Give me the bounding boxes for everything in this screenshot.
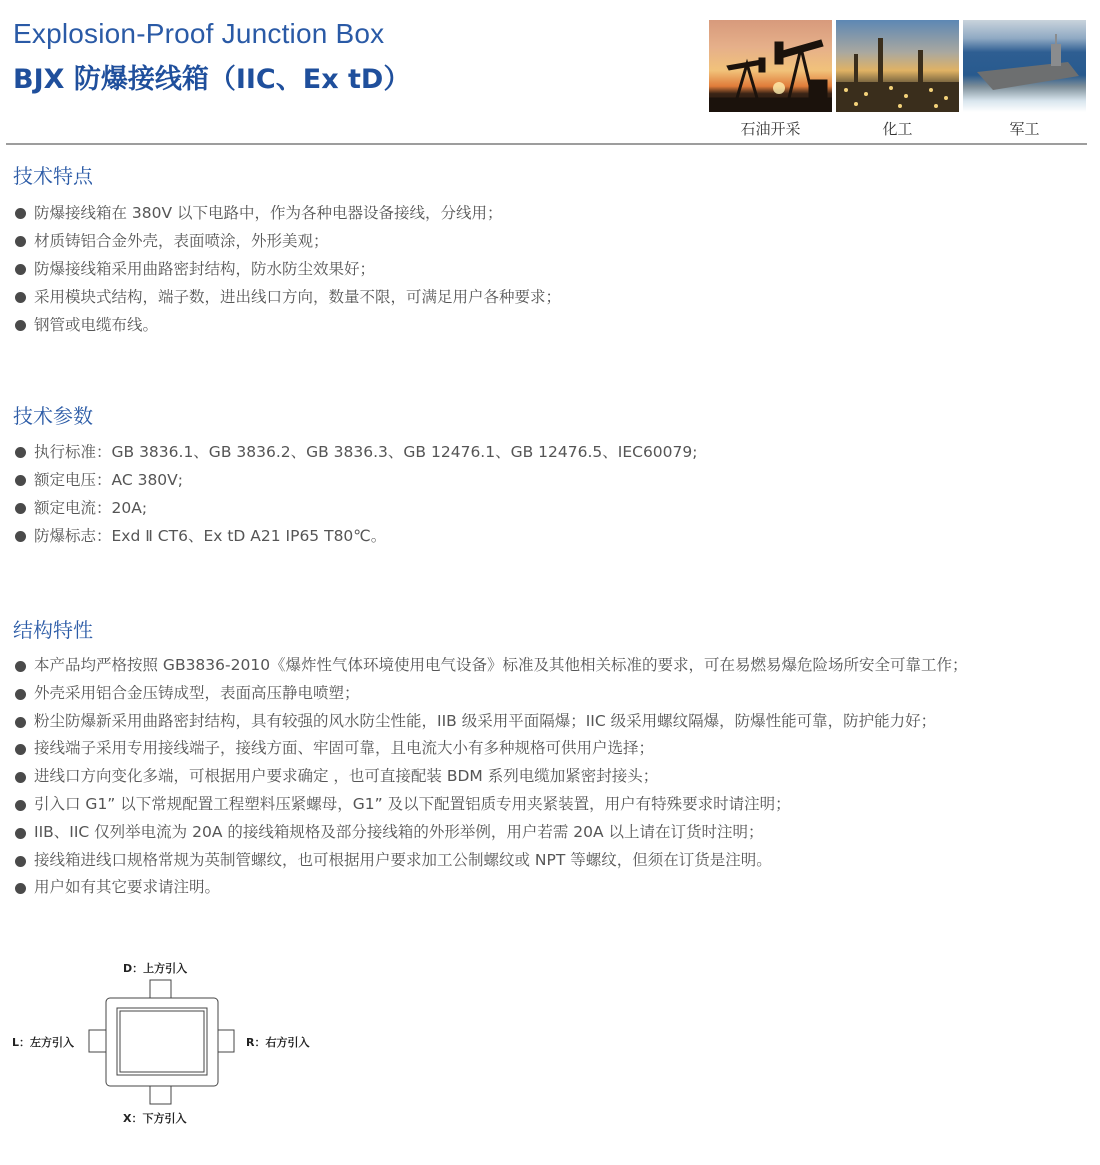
list-item: 进线口方向变化多端，可根据用户要求确定 ，也可直接配装 BDM 系列电缆加紧密封接头；	[14, 763, 968, 791]
section-title-parameters: 技术参数	[13, 404, 93, 428]
label-top-entry: D：上方引入	[123, 962, 188, 975]
list-item: 本产品均严格按照 GB3836-2010《爆炸性气体环境使用电气设备》标准及其他相关标准的要求，可在易燃易爆危险场所安全可靠工作；	[14, 652, 968, 680]
list-item: 外壳采用铝合金压铸成型，表面高压静电喷塑；	[14, 680, 968, 708]
parameters-list	[14, 438, 697, 550]
list-item: 钢管或电缆布线。	[14, 311, 561, 339]
list-item: 接线端子采用专用接线端子，接线方面、牢固可靠，且电流大小有多种规格可供用户选择；	[14, 735, 968, 763]
list-item: 接线箱进线口规格常规为英制管螺纹，也可根据用户要求加工公制螺纹或 NPT 等螺纹，但须在订货是注明。	[14, 847, 968, 875]
aircraft-carrier-photo	[963, 20, 1086, 112]
features-list	[14, 199, 561, 339]
list-item: 粉尘防爆新采用曲路密封结构，具有较强的风水防尘性能，IIB 级采用平面隔爆；IIC 级采用螺纹隔爆，防爆性能可靠，防护能力好；	[14, 708, 968, 736]
list-item: 执行标准：GB 3836.1、GB 3836.2、GB 3836.3、GB 12476.1、GB 12476.5、IEC60079;	[14, 438, 697, 466]
list-item: 防爆接线箱采用曲路密封结构，防水防尘效果好；	[14, 255, 561, 283]
oil-pumpjack-photo	[709, 20, 832, 112]
label-bottom-entry: X：下方引入	[123, 1112, 187, 1125]
application-label-chemical: 化工	[882, 120, 913, 138]
label-right-entry: R：右方引入	[246, 1036, 310, 1049]
title-chinese: BJX 防爆接线箱（IIC、Ex tD）	[13, 64, 411, 95]
list-item: IIB、IIC 仅列举电流为 20A 的接线箱规格及部分接线箱的外形举例，用户若需 20A 以上请在订货时注明；	[14, 819, 968, 847]
title-english: Explosion-Proof Junction Box	[13, 18, 385, 49]
chemical-plant-photo	[836, 20, 959, 112]
label-left-entry: L：左方引入	[12, 1036, 75, 1049]
section-title-features: 技术特点	[13, 164, 93, 188]
header-divider	[6, 143, 1087, 145]
structure-list	[14, 652, 968, 902]
list-item: 额定电流：20A;	[14, 494, 697, 522]
application-label-military: 军工	[1009, 120, 1040, 138]
list-item: 材质铸铝合金外壳，表面喷涂，外形美观；	[14, 227, 561, 255]
entry-direction-diagram	[0, 950, 330, 1135]
application-photos	[709, 20, 1087, 138]
list-item: 引入口 G1” 以下常规配置工程塑料压紧螺母，G1” 及以下配置铝质专用夹紧装置，用户有特殊要求时请注明；	[14, 791, 968, 819]
list-item: 采用模块式结构，端子数，进出线口方向，数量不限，可满足用户各种要求；	[14, 283, 561, 311]
application-label-oil: 石油开采	[740, 120, 801, 138]
section-title-structure: 结构特性	[13, 618, 93, 642]
list-item: 防爆接线箱在 380V 以下电路中，作为各种电器设备接线，分线用；	[14, 199, 561, 227]
list-item: 额定电压：AC 380V;	[14, 466, 697, 494]
list-item: 防爆标志：Exd Ⅱ CT6、Ex tD A21 IP65 T80℃。	[14, 522, 697, 550]
list-item: 用户如有其它要求请注明。	[14, 874, 968, 902]
